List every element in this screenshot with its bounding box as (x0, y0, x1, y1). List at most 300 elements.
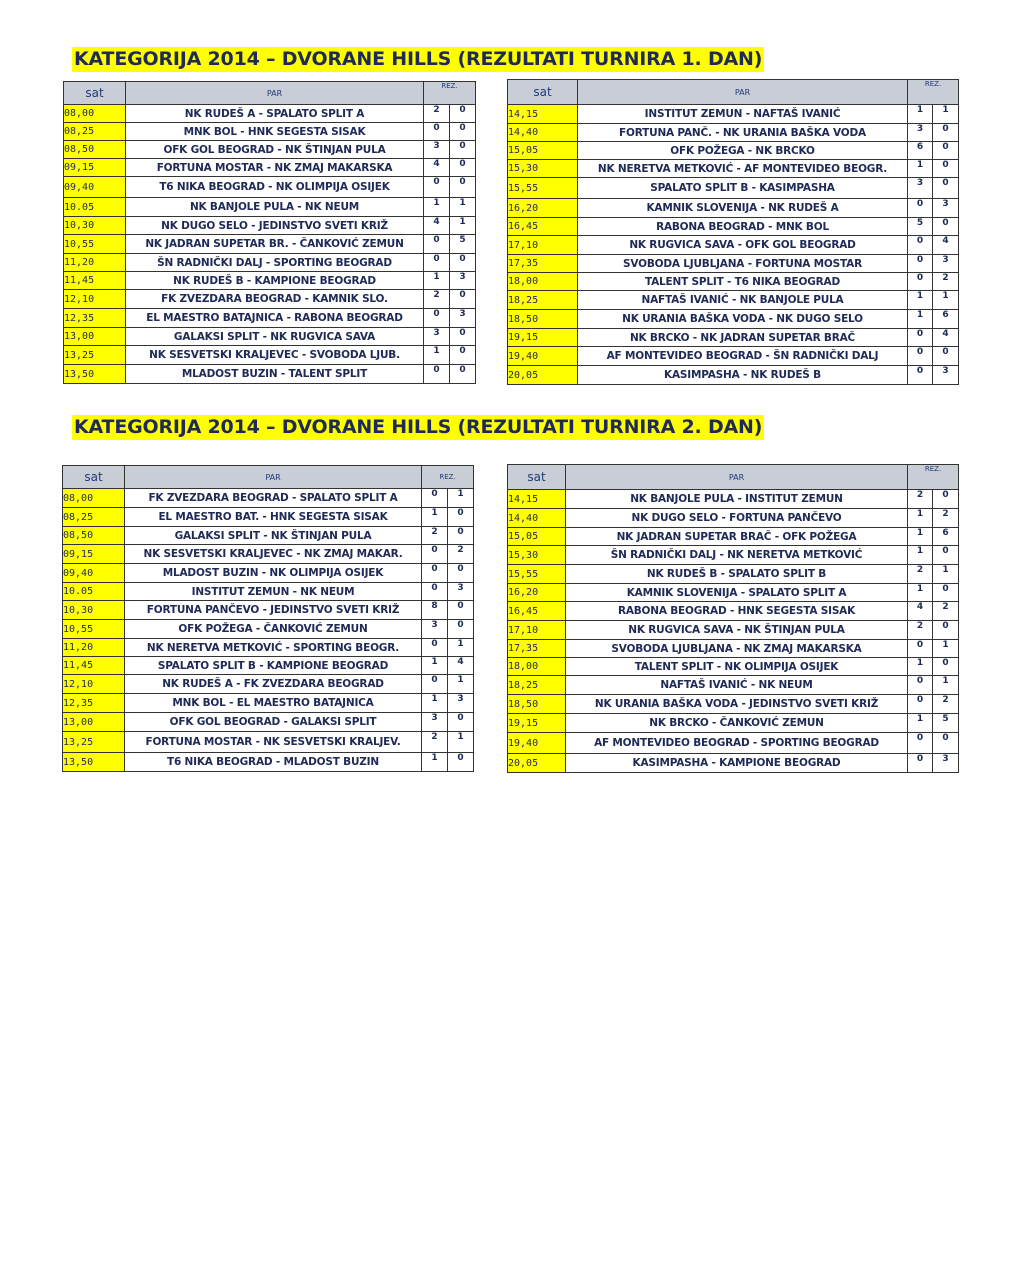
away-score-cell: 0 (450, 254, 476, 272)
away-score-cell: 3 (448, 694, 474, 713)
match-cell: NK SESVETSKI KRALJEVEC - NK ZMAJ MAKAR. (125, 545, 422, 564)
table-row (64, 198, 476, 217)
table-row (63, 545, 474, 564)
match-cell: INSTITUT ZEMUN - NAFTAŠ IVANIĆ (578, 105, 908, 124)
table-row (508, 754, 959, 773)
time-cell: 08,00 (64, 105, 126, 123)
table-row (63, 620, 474, 639)
table-row (63, 527, 474, 545)
away-score-cell: 5 (933, 714, 959, 733)
table-row (508, 584, 959, 602)
home-score-cell: 1 (424, 272, 450, 290)
match-cell: KAMNIK SLOVENIJA - SPALATO SPLIT A (566, 584, 908, 602)
home-score-cell: 1 (908, 714, 933, 733)
time-cell: 18,25 (508, 676, 566, 695)
table-row (64, 217, 476, 235)
home-score-cell: 3 (424, 141, 450, 159)
results-table-day1-morning (63, 81, 476, 384)
table-row (508, 310, 959, 329)
match-cell: NK BRCKO - ČANKOVIĆ ZEMUN (566, 714, 908, 733)
time-cell: 10,55 (63, 620, 125, 639)
away-score-cell: 6 (933, 310, 959, 329)
match-cell: NK BANJOLE PULA - INSTITUT ZEMUN (566, 490, 908, 509)
home-score-cell: 0 (424, 254, 450, 272)
away-score-cell: 0 (448, 713, 474, 732)
time-cell: 12,10 (64, 290, 126, 309)
time-cell: 13,00 (64, 328, 126, 346)
table-row (508, 621, 959, 640)
table-row (64, 272, 476, 290)
match-cell: NAFTAŠ IVANIĆ - NK NEUM (566, 676, 908, 695)
table-row (508, 676, 959, 695)
match-cell: NK NERETVA METKOVIĆ - AF MONTEVIDEO BEOGR. (578, 160, 908, 178)
time-cell: 19,40 (508, 733, 566, 754)
away-score-cell: 0 (448, 620, 474, 639)
home-score-cell: 2 (908, 490, 933, 509)
time-cell: 08,25 (64, 123, 126, 141)
time-cell: 13,25 (64, 346, 126, 365)
match-cell: SVOBODA LJUBLJANA - FORTUNA MOSTAR (578, 255, 908, 273)
match-cell: AF MONTEVIDEO BEOGRAD - ŠN RADNIČKI DALJ (578, 347, 908, 366)
home-score-cell: 4 (424, 159, 450, 177)
time-cell: 18,25 (508, 291, 578, 310)
time-cell: 12,10 (63, 675, 125, 694)
table-row (508, 509, 959, 528)
home-score-cell: 0 (424, 177, 450, 198)
match-cell: NK URANIA BAŠKA VODA - JEDINSTVO SVETI KRIŽ (566, 695, 908, 714)
time-cell: 12,35 (63, 694, 125, 713)
time-cell: 11,20 (64, 254, 126, 272)
away-score-cell: 0 (933, 733, 959, 754)
table-row (508, 255, 959, 273)
match-cell: NK RUDEŠ A - SPALATO SPLIT A (126, 105, 424, 123)
time-cell: 17,10 (508, 236, 578, 255)
away-score-cell: 4 (933, 329, 959, 347)
header-par: PAR (125, 466, 422, 489)
header-par: PAR (126, 82, 424, 105)
home-score-cell: 1 (908, 546, 933, 565)
time-cell: 09,15 (63, 545, 125, 564)
section-title-day2: KATEGORIJA 2014 – DVORANE HILLS (REZULTATI TURNIRA 2. DAN) (74, 416, 763, 438)
header-sat: sat (508, 465, 566, 490)
home-score-cell: 0 (908, 695, 933, 714)
time-cell: 16,20 (508, 199, 578, 218)
time-cell: 16,20 (508, 584, 566, 602)
home-score-cell: 1 (424, 198, 450, 217)
match-cell: TALENT SPLIT - NK OLIMPIJA OSIJEK (566, 658, 908, 676)
match-cell: KAMNIK SLOVENIJA - NK RUDEŠ A (578, 199, 908, 218)
table-row (64, 254, 476, 272)
away-score-cell: 1 (933, 105, 959, 124)
away-score-cell: 0 (933, 490, 959, 509)
table-row (508, 658, 959, 676)
match-cell: SPALATO SPLIT B - KASIMPASHA (578, 178, 908, 199)
results-table-day2-morning (62, 465, 474, 772)
time-cell: 17,35 (508, 640, 566, 658)
match-cell: GALAKSI SPLIT - NK RUGVICA SAVA (126, 328, 424, 346)
match-cell: RABONA BEOGRAD - HNK SEGESTA SISAK (566, 602, 908, 621)
time-cell: 19,15 (508, 329, 578, 347)
home-score-cell: 8 (422, 601, 448, 620)
table-row (508, 178, 959, 199)
home-score-cell: 1 (908, 160, 933, 178)
table-row (64, 328, 476, 346)
time-cell: 17,10 (508, 621, 566, 640)
table-row (508, 565, 959, 584)
results-table-day1-afternoon (507, 79, 959, 385)
home-score-cell: 5 (908, 218, 933, 236)
away-score-cell: 5 (450, 235, 476, 254)
header-rez: REZ. (908, 80, 959, 105)
table-row (508, 528, 959, 546)
table-row (63, 675, 474, 694)
away-score-cell: 0 (933, 658, 959, 676)
time-cell: 10,30 (63, 601, 125, 620)
match-cell: EL MAESTRO BATAJNICA - RABONA BEOGRAD (126, 309, 424, 328)
away-score-cell: 2 (933, 509, 959, 528)
table-row (508, 124, 959, 142)
match-cell: MLADOST BUZIN - NK OLIMPIJA OSIJEK (125, 564, 422, 583)
home-score-cell: 0 (908, 347, 933, 366)
home-score-cell: 1 (908, 658, 933, 676)
table-row (63, 753, 474, 772)
away-score-cell: 0 (933, 142, 959, 160)
table-row (508, 291, 959, 310)
home-score-cell: 0 (908, 754, 933, 773)
time-cell: 10,55 (64, 235, 126, 254)
home-score-cell: 0 (422, 545, 448, 564)
match-cell: T6 NIKA BEOGRAD - NK OLIMPIJA OSIJEK (126, 177, 424, 198)
time-cell: 13,00 (63, 713, 125, 732)
table-row (508, 366, 959, 385)
table-row (64, 105, 476, 123)
match-cell: MNK BOL - HNK SEGESTA SISAK (126, 123, 424, 141)
match-cell: NK JADRAN SUPETAR BRAČ - OFK POŽEGA (566, 528, 908, 546)
time-cell: 10.05 (63, 583, 125, 601)
away-score-cell: 3 (933, 754, 959, 773)
away-score-cell: 3 (933, 199, 959, 218)
table-row (63, 639, 474, 657)
away-score-cell: 1 (933, 640, 959, 658)
home-score-cell: 3 (424, 328, 450, 346)
match-cell: INSTITUT ZEMUN - NK NEUM (125, 583, 422, 601)
home-score-cell: 0 (422, 564, 448, 583)
time-cell: 15,30 (508, 160, 578, 178)
away-score-cell: 0 (448, 601, 474, 620)
table-row (508, 602, 959, 621)
header-par: PAR (566, 465, 908, 490)
home-score-cell: 2 (424, 105, 450, 123)
time-cell: 16,45 (508, 602, 566, 621)
time-cell: 14,15 (508, 490, 566, 509)
table-row (508, 733, 959, 754)
time-cell: 10,30 (64, 217, 126, 235)
table-row (63, 583, 474, 601)
table-row (64, 177, 476, 198)
time-cell: 14,40 (508, 509, 566, 528)
table-row (508, 105, 959, 124)
table-row (508, 490, 959, 509)
table-row (64, 346, 476, 365)
time-cell: 17,35 (508, 255, 578, 273)
home-score-cell: 0 (908, 255, 933, 273)
time-cell: 18,50 (508, 695, 566, 714)
match-cell: OFK GOL BEOGRAD - NK ŠTINJAN PULA (126, 141, 424, 159)
table-row (63, 732, 474, 753)
table-row (64, 309, 476, 328)
away-score-cell: 3 (450, 309, 476, 328)
away-score-cell: 0 (450, 365, 476, 384)
time-cell: 09,40 (64, 177, 126, 198)
time-cell: 13,50 (63, 753, 125, 772)
match-cell: NK DUGO SELO - FORTUNA PANČEVO (566, 509, 908, 528)
table-row (508, 142, 959, 160)
time-cell: 16,45 (508, 218, 578, 236)
match-cell: MNK BOL - EL MAESTRO BATAJNICA (125, 694, 422, 713)
time-cell: 18,00 (508, 273, 578, 291)
home-score-cell: 0 (908, 366, 933, 385)
home-score-cell: 3 (908, 178, 933, 199)
time-cell: 09,40 (63, 564, 125, 583)
home-score-cell: 2 (422, 732, 448, 753)
table-row (64, 290, 476, 309)
away-score-cell: 0 (450, 141, 476, 159)
away-score-cell: 1 (448, 675, 474, 694)
header-sat: sat (508, 80, 578, 105)
match-cell: T6 NIKA BEOGRAD - MLADOST BUZIN (125, 753, 422, 772)
home-score-cell: 3 (908, 124, 933, 142)
home-score-cell: 0 (422, 583, 448, 601)
header-sat: sat (63, 466, 125, 489)
away-score-cell: 3 (450, 272, 476, 290)
match-cell: OFK POŽEGA - NK BRCKO (578, 142, 908, 160)
away-score-cell: 0 (933, 124, 959, 142)
time-cell: 10.05 (64, 198, 126, 217)
away-score-cell: 3 (448, 583, 474, 601)
away-score-cell: 0 (933, 584, 959, 602)
table-row (508, 218, 959, 236)
match-cell: NK BANJOLE PULA - NK NEUM (126, 198, 424, 217)
home-score-cell: 0 (908, 273, 933, 291)
away-score-cell: 2 (933, 273, 959, 291)
table-row (64, 159, 476, 177)
home-score-cell: 0 (908, 640, 933, 658)
table-row (63, 694, 474, 713)
away-score-cell: 0 (448, 564, 474, 583)
away-score-cell: 0 (448, 753, 474, 772)
away-score-cell: 1 (933, 676, 959, 695)
time-cell: 20,05 (508, 754, 566, 773)
home-score-cell: 0 (908, 676, 933, 695)
section-title-day1: KATEGORIJA 2014 – DVORANE HILLS (REZULTATI TURNIRA 1. DAN) (74, 48, 763, 70)
table-row (64, 141, 476, 159)
table-row (508, 236, 959, 255)
time-cell: 08,50 (64, 141, 126, 159)
home-score-cell: 1 (422, 657, 448, 675)
home-score-cell: 1 (908, 310, 933, 329)
table-row (64, 365, 476, 384)
home-score-cell: 1 (422, 508, 448, 527)
match-cell: ŠN RADNIČKI DALJ - SPORTING BEOGRAD (126, 254, 424, 272)
match-cell: SPALATO SPLIT B - KAMPIONE BEOGRAD (125, 657, 422, 675)
home-score-cell: 2 (908, 621, 933, 640)
match-cell: AF MONTEVIDEO BEOGRAD - SPORTING BEOGRAD (566, 733, 908, 754)
away-score-cell: 0 (448, 508, 474, 527)
match-cell: MLADOST BUZIN - TALENT SPLIT (126, 365, 424, 384)
header-rez: REZ. (422, 466, 474, 489)
header-rez: REZ. (908, 465, 959, 490)
away-score-cell: 0 (933, 621, 959, 640)
time-cell: 09,15 (64, 159, 126, 177)
match-cell: NK BRCKO - NK JADRAN SUPETAR BRAČ (578, 329, 908, 347)
home-score-cell: 0 (424, 235, 450, 254)
match-cell: FK ZVEZDARA BEOGRAD - KAMNIK SLO. (126, 290, 424, 309)
match-cell: FK ZVEZDARA BEOGRAD - SPALATO SPLIT A (125, 489, 422, 508)
match-cell: NAFTAŠ IVANIĆ - NK BANJOLE PULA (578, 291, 908, 310)
away-score-cell: 0 (933, 218, 959, 236)
home-score-cell: 0 (422, 489, 448, 508)
time-cell: 15,55 (508, 565, 566, 584)
home-score-cell: 0 (908, 236, 933, 255)
time-cell: 11,20 (63, 639, 125, 657)
match-cell: FORTUNA MOSTAR - NK SESVETSKI KRALJEV. (125, 732, 422, 753)
match-cell: RABONA BEOGRAD - MNK BOL (578, 218, 908, 236)
time-cell: 15,55 (508, 178, 578, 199)
time-cell: 14,15 (508, 105, 578, 124)
home-score-cell: 2 (422, 527, 448, 545)
away-score-cell: 3 (933, 366, 959, 385)
match-cell: FORTUNA PANČ. - NK URANIA BAŠKA VODA (578, 124, 908, 142)
header-par: PAR (578, 80, 908, 105)
time-cell: 11,45 (63, 657, 125, 675)
away-score-cell: 1 (448, 732, 474, 753)
time-cell: 20,05 (508, 366, 578, 385)
match-cell: SVOBODA LJUBLJANA - NK ZMAJ MAKARSKA (566, 640, 908, 658)
table-row (508, 160, 959, 178)
away-score-cell: 0 (933, 160, 959, 178)
match-cell: KASIMPASHA - KAMPIONE BEOGRAD (566, 754, 908, 773)
home-score-cell: 4 (424, 217, 450, 235)
match-cell: TALENT SPLIT - T6 NIKA BEOGRAD (578, 273, 908, 291)
table-row (63, 564, 474, 583)
match-cell: NK RUGVICA SAVA - OFK GOL BEOGRAD (578, 236, 908, 255)
match-cell: OFK GOL BEOGRAD - GALAKSI SPLIT (125, 713, 422, 732)
home-score-cell: 1 (908, 291, 933, 310)
away-score-cell: 6 (933, 528, 959, 546)
home-score-cell: 6 (908, 142, 933, 160)
away-score-cell: 4 (933, 236, 959, 255)
home-score-cell: 2 (908, 565, 933, 584)
match-cell: NK JADRAN SUPETAR BR. - ČANKOVIĆ ZEMUN (126, 235, 424, 254)
time-cell: 18,00 (508, 658, 566, 676)
time-cell: 12,35 (64, 309, 126, 328)
time-cell: 14,40 (508, 124, 578, 142)
away-score-cell: 0 (450, 105, 476, 123)
home-score-cell: 1 (424, 346, 450, 365)
away-score-cell: 1 (933, 565, 959, 584)
away-score-cell: 2 (448, 545, 474, 564)
away-score-cell: 1 (933, 291, 959, 310)
home-score-cell: 0 (908, 733, 933, 754)
table-row (63, 601, 474, 620)
away-score-cell: 3 (933, 255, 959, 273)
match-cell: EL MAESTRO BAT. - HNK SEGESTA SISAK (125, 508, 422, 527)
away-score-cell: 0 (450, 123, 476, 141)
home-score-cell: 0 (424, 123, 450, 141)
match-cell: ŠN RADNIČKI DALJ - NK NERETVA METKOVIĆ (566, 546, 908, 565)
time-cell: 13,50 (64, 365, 126, 384)
away-score-cell: 1 (448, 489, 474, 508)
time-cell: 08,50 (63, 527, 125, 545)
header-rez: REZ. (424, 82, 476, 105)
away-score-cell: 1 (448, 639, 474, 657)
header-sat: sat (64, 82, 126, 105)
match-cell: NK RUGVICA SAVA - NK ŠTINJAN PULA (566, 621, 908, 640)
home-score-cell: 0 (908, 329, 933, 347)
time-cell: 15,30 (508, 546, 566, 565)
away-score-cell: 0 (450, 290, 476, 309)
away-score-cell: 0 (933, 178, 959, 199)
away-score-cell: 0 (933, 546, 959, 565)
home-score-cell: 0 (422, 639, 448, 657)
table-row (508, 329, 959, 347)
away-score-cell: 0 (450, 177, 476, 198)
away-score-cell: 0 (933, 347, 959, 366)
match-cell: NK RUDEŠ A - FK ZVEZDARA BEOGRAD (125, 675, 422, 694)
home-score-cell: 3 (422, 620, 448, 639)
home-score-cell: 0 (908, 199, 933, 218)
table-row (508, 640, 959, 658)
away-score-cell: 1 (450, 217, 476, 235)
table-row (508, 714, 959, 733)
home-score-cell: 1 (908, 528, 933, 546)
home-score-cell: 1 (422, 753, 448, 772)
table-row (63, 489, 474, 508)
home-score-cell: 1 (908, 509, 933, 528)
table-row (64, 235, 476, 254)
table-row (508, 273, 959, 291)
match-cell: NK DUGO SELO - JEDINSTVO SVETI KRIŽ (126, 217, 424, 235)
home-score-cell: 3 (422, 713, 448, 732)
time-cell: 11,45 (64, 272, 126, 290)
time-cell: 15,05 (508, 528, 566, 546)
time-cell: 19,15 (508, 714, 566, 733)
table-row (63, 657, 474, 675)
away-score-cell: 0 (448, 527, 474, 545)
home-score-cell: 1 (422, 694, 448, 713)
time-cell: 18,50 (508, 310, 578, 329)
away-score-cell: 4 (448, 657, 474, 675)
match-cell: NK NERETVA METKOVIĆ - SPORTING BEOGR. (125, 639, 422, 657)
time-cell: 15,05 (508, 142, 578, 160)
home-score-cell: 4 (908, 602, 933, 621)
home-score-cell: 2 (424, 290, 450, 309)
results-table-day2-afternoon (507, 464, 959, 773)
away-score-cell: 2 (933, 695, 959, 714)
table-row (508, 199, 959, 218)
home-score-cell: 0 (424, 309, 450, 328)
table-row (508, 546, 959, 565)
time-cell: 19,40 (508, 347, 578, 366)
time-cell: 08,25 (63, 508, 125, 527)
table-row (63, 508, 474, 527)
match-cell: NK SESVETSKI KRALJEVEC - SVOBODA LJUB. (126, 346, 424, 365)
away-score-cell: 0 (450, 159, 476, 177)
time-cell: 08,00 (63, 489, 125, 508)
home-score-cell: 1 (908, 105, 933, 124)
match-cell: OFK POŽEGA - ČANKOVIĆ ZEMUN (125, 620, 422, 639)
match-cell: KASIMPASHA - NK RUDEŠ B (578, 366, 908, 385)
